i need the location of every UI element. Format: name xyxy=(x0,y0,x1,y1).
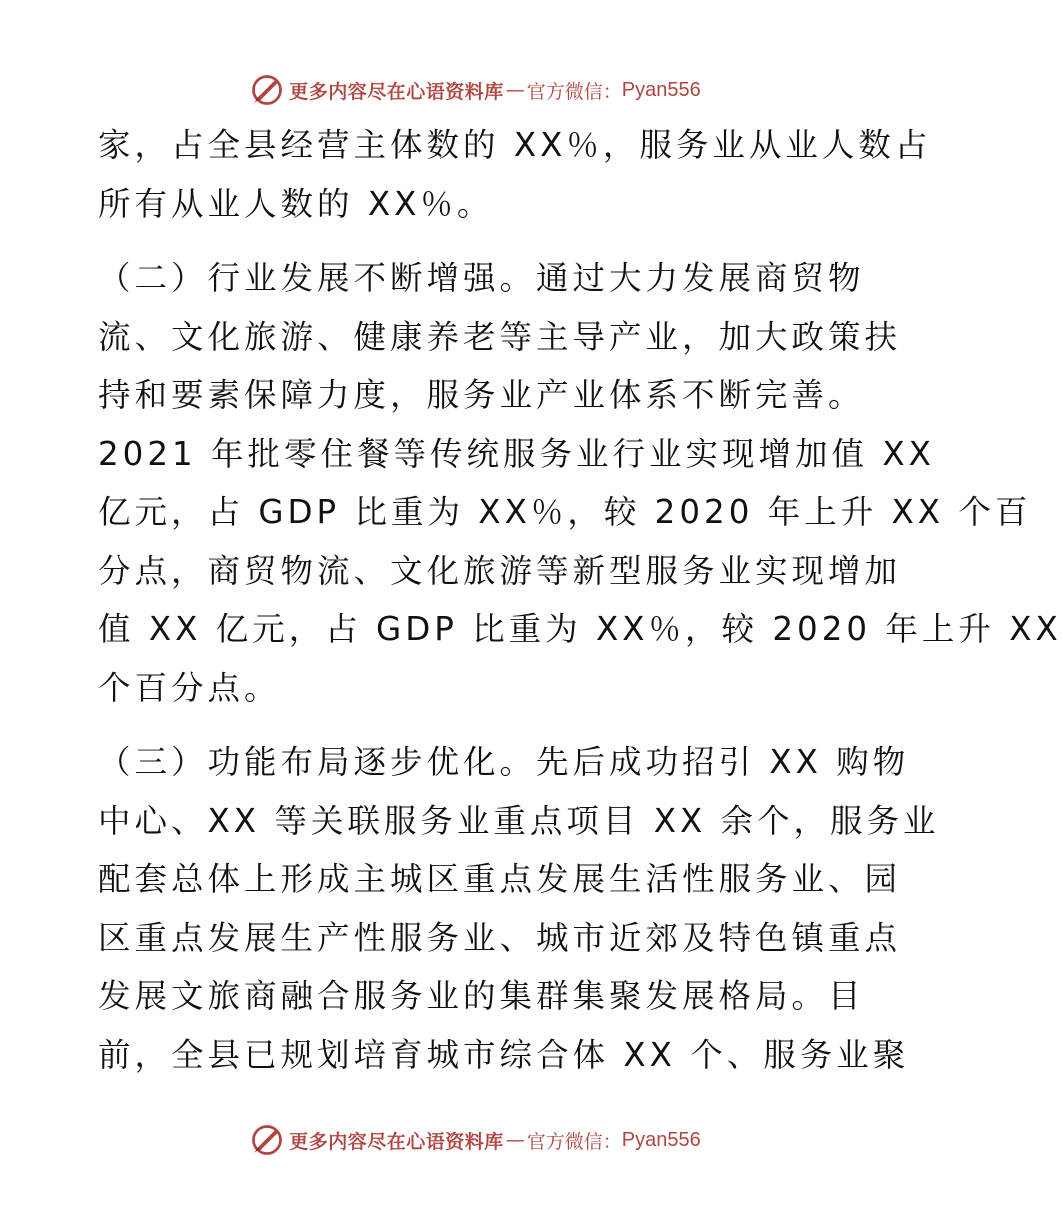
paragraph-continuation xyxy=(98,116,932,233)
banner-wechat-id: Pyan556 xyxy=(621,78,701,101)
text-line: 流、文化旅游、健康养老等主导产业，加大政策扶 xyxy=(98,317,902,356)
quill-logo-icon xyxy=(249,1122,285,1158)
text-line: 区重点发展生产性服务业、城市近郊及特色镇重点 xyxy=(98,918,902,957)
text-line: 亿元，占 GDP 比重为 XX％，较 2020 年上升 XX 个百 xyxy=(98,493,1032,531)
banner-wechat-label: 官方微信： xyxy=(526,80,622,103)
banner-site-text: 更多内容尽在心语资料库 xyxy=(289,80,504,103)
banner-wechat-label: 官方微信： xyxy=(526,1130,622,1153)
paragraph-layout-optimization xyxy=(98,733,940,1084)
text-line: 中心、XX 等关联服务业重点项目 XX 余个，服务业 xyxy=(98,801,940,840)
text-line: （二）行业发展不断增强。通过大力发展商贸物 xyxy=(98,259,865,297)
banner-wechat-id: Pyan556 xyxy=(621,1128,701,1151)
banner-separator: — xyxy=(505,1129,525,1151)
quill-logo-icon xyxy=(249,72,285,108)
text-line: 家，占全县经营主体数的 XX％，服务业从业人数占 xyxy=(98,126,932,164)
banner-site-text: 更多内容尽在心语资料库 xyxy=(289,1130,504,1153)
text-line: 持和要素保障力度，服务业产业体系不断完善。 xyxy=(98,376,865,414)
text-line: 值 XX 亿元，占 GDP 比重为 XX％，较 2020 年上升 XX xyxy=(98,610,1062,648)
text-line: 2021 年批零住餐等传统服务业行业实现增加值 XX xyxy=(98,434,935,473)
text-line: 分点，商贸物流、文化旅游等新型服务业实现增加 xyxy=(98,551,902,590)
text-line: 配套总体上形成主城区重点发展生活性服务业、园 xyxy=(98,860,902,898)
banner-separator: — xyxy=(505,79,525,101)
document-body xyxy=(98,116,1062,1084)
text-line: 所有从业人数的 XX％。 xyxy=(98,184,494,223)
text-line: 个百分点。 xyxy=(98,668,281,707)
text-line: 发展文旅商融合服务业的集群集聚发展格局。目 xyxy=(98,977,865,1015)
header-banner xyxy=(0,70,950,110)
text-line: （三）功能布局逐步优化。先后成功招引 XX 购物 xyxy=(98,743,910,781)
footer-banner xyxy=(0,1120,950,1160)
paragraph-industry-development xyxy=(98,249,1062,717)
text-line: 前，全县已规划培育城市综合体 XX 个、服务业聚 xyxy=(98,1035,910,1074)
